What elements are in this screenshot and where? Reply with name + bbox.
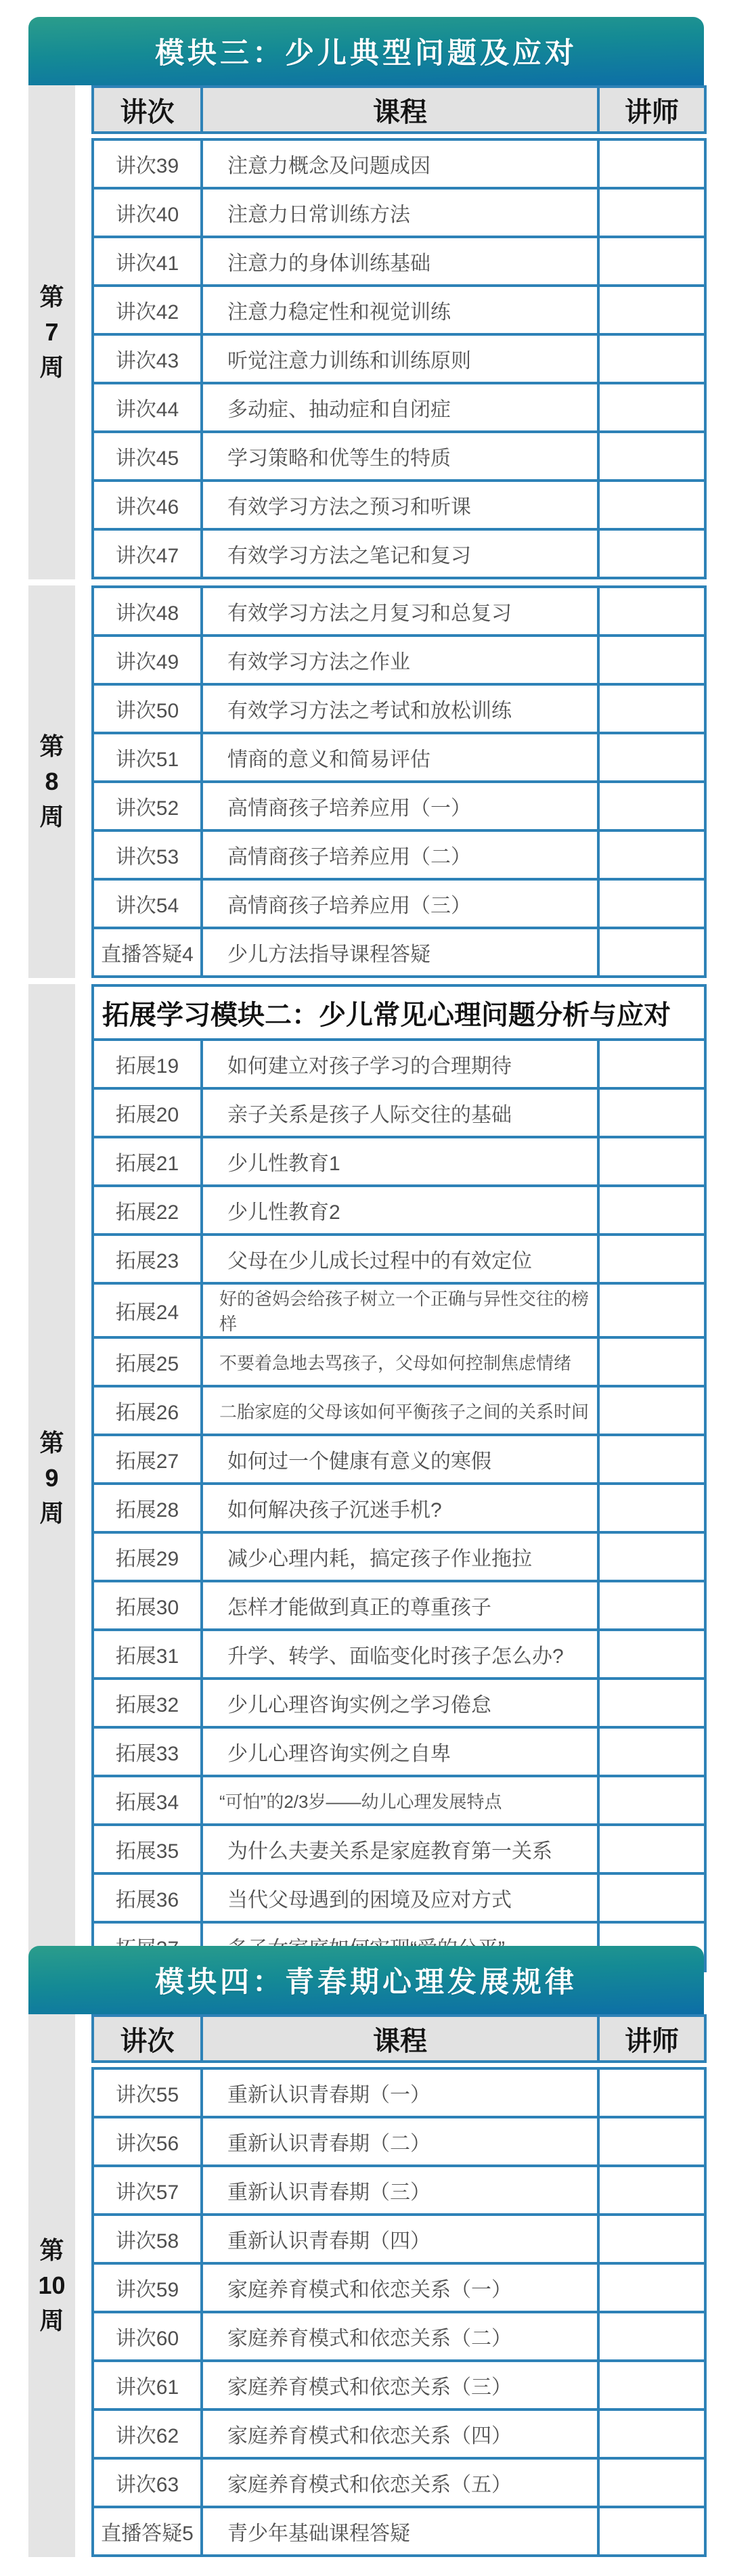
column-header-lecture: 讲次	[93, 2016, 202, 2062]
week-block	[28, 585, 704, 978]
table-row	[93, 1386, 705, 1435]
course-cell: 有效学习方法之考试和放松训练	[202, 684, 598, 733]
table-row	[93, 1581, 705, 1630]
course-cell: 有效学习方法之预习和听课	[202, 481, 598, 529]
lecture-cell: 拓展27	[93, 1435, 202, 1484]
block-content	[91, 984, 704, 1972]
table-row	[93, 2312, 705, 2361]
instructor-cell	[598, 1581, 705, 1630]
instructor-cell	[598, 1040, 705, 1088]
course-cell: 当代父母遇到的困境及应对方式	[202, 1873, 598, 1922]
week-label	[39, 729, 64, 835]
table-row	[93, 587, 705, 636]
course-cell: 重新认识青春期（三）	[202, 2166, 598, 2215]
table-row	[93, 1435, 705, 1484]
table-row	[93, 1088, 705, 1137]
week-label-line: 第	[39, 2236, 64, 2264]
instructor-cell	[598, 782, 705, 830]
module-title: 模块三：少儿典型问题及应对	[155, 37, 577, 70]
instructor-cell	[598, 2117, 705, 2166]
module-card	[28, 17, 704, 1972]
course-cell: 多动症、抽动症和自闭症	[202, 383, 598, 432]
lecture-cell: 拓展35	[93, 1825, 202, 1873]
table-row	[93, 383, 705, 432]
lecture-cell: 讲次56	[93, 2117, 202, 2166]
course-cell: 注意力的身体训练基础	[202, 237, 598, 286]
table-row	[93, 1283, 705, 1337]
table-row	[93, 529, 705, 578]
instructor-cell	[598, 1532, 705, 1581]
course-cell: 情商的意义和简易评估	[202, 733, 598, 782]
instructor-cell	[598, 432, 705, 481]
week-label	[39, 1425, 64, 1532]
course-cell: 二胎家庭的父母该如何平衡孩子之间的关系时间	[202, 1386, 598, 1435]
table-row	[93, 928, 705, 977]
rows-table	[91, 585, 707, 978]
week-label-line: 周	[39, 803, 64, 831]
column-header-instructor: 讲师	[598, 87, 705, 133]
lecture-cell: 直播答疑4	[93, 928, 202, 977]
table-header-row	[91, 85, 707, 134]
column-header-course: 课程	[202, 87, 598, 133]
week-label-line: 7	[45, 317, 59, 346]
course-cell: 为什么夫妻关系是家庭教育第一关系	[202, 1825, 598, 1873]
instructor-cell	[598, 2410, 705, 2458]
table-row	[93, 2117, 705, 2166]
course-cell: 家庭养育模式和依恋关系（一）	[202, 2263, 598, 2312]
lecture-cell: 拓展33	[93, 1727, 202, 1776]
table-row	[93, 733, 705, 782]
lecture-cell: 讲次61	[93, 2361, 202, 2410]
week-label	[39, 280, 64, 386]
instructor-cell	[598, 636, 705, 684]
course-cell: 少儿心理咨询实例之自卑	[202, 1727, 598, 1776]
course-cell: 重新认识青春期（四）	[202, 2215, 598, 2263]
instructor-cell	[598, 830, 705, 879]
instructor-cell	[598, 879, 705, 928]
block-content	[91, 85, 704, 579]
course-cell: 升学、转学、面临变化时孩子怎么办?	[202, 1630, 598, 1679]
table-row	[93, 188, 705, 237]
instructor-cell	[598, 2507, 705, 2556]
week-label-line: 第	[39, 732, 64, 760]
column-header-course: 课程	[202, 2016, 598, 2062]
table-row	[93, 1186, 705, 1235]
instructor-cell	[598, 2361, 705, 2410]
lecture-cell: 拓展22	[93, 1186, 202, 1235]
instructor-cell	[598, 1630, 705, 1679]
rows-table	[91, 2067, 707, 2557]
week-label	[38, 2233, 65, 2339]
week-label-line: 第	[39, 282, 64, 311]
lecture-cell: 拓展24	[93, 1283, 202, 1337]
instructor-cell	[598, 733, 705, 782]
table-row	[93, 2068, 705, 2117]
instructor-cell	[598, 286, 705, 334]
lecture-cell: 讲次46	[93, 481, 202, 529]
course-cell: 有效学习方法之笔记和复习	[202, 529, 598, 578]
section-header-row	[93, 985, 705, 1040]
course-cell: 青少年基础课程答疑	[202, 2507, 598, 2556]
course-cell: 高情商孩子培养应用（一）	[202, 782, 598, 830]
table-row	[93, 2458, 705, 2507]
course-cell: 听觉注意力训练和训练原则	[202, 334, 598, 383]
course-cell: 注意力概念及问题成因	[202, 139, 598, 188]
lecture-cell: 讲次47	[93, 529, 202, 578]
lecture-cell: 讲次58	[93, 2215, 202, 2263]
instructor-cell	[598, 2215, 705, 2263]
lecture-cell: 拓展21	[93, 1137, 202, 1186]
table-row	[93, 1873, 705, 1922]
table-row	[93, 2361, 705, 2410]
lecture-cell: 拓展25	[93, 1337, 202, 1386]
instructor-cell	[598, 139, 705, 188]
column-header-instructor: 讲师	[598, 2016, 705, 2062]
lecture-cell: 讲次50	[93, 684, 202, 733]
course-cell: 学习策略和优等生的特质	[202, 432, 598, 481]
course-cell: 减少心理内耗，搞定孩子作业拖拉	[202, 1532, 598, 1581]
instructor-cell	[598, 1679, 705, 1727]
course-cell: 家庭养育模式和依恋关系（五）	[202, 2458, 598, 2507]
table-row	[93, 334, 705, 383]
course-cell: 少儿方法指导课程答疑	[202, 928, 598, 977]
block-content	[91, 585, 704, 978]
table-row	[93, 286, 705, 334]
week-label-line: 9	[45, 1463, 59, 1492]
instructor-cell	[598, 2166, 705, 2215]
course-cell: 家庭养育模式和依恋关系（二）	[202, 2312, 598, 2361]
table-row	[93, 2166, 705, 2215]
lecture-cell: 讲次39	[93, 139, 202, 188]
lecture-cell: 拓展29	[93, 1532, 202, 1581]
lecture-cell: 讲次51	[93, 733, 202, 782]
course-cell: 亲子关系是孩子人际交往的基础	[202, 1088, 598, 1137]
lecture-cell: 拓展28	[93, 1484, 202, 1532]
course-cell: 家庭养育模式和依恋关系（四）	[202, 2410, 598, 2458]
instructor-cell	[598, 1825, 705, 1873]
instructor-cell	[598, 2312, 705, 2361]
rows-table	[91, 138, 707, 579]
lecture-cell: 讲次44	[93, 383, 202, 432]
instructor-cell	[598, 1235, 705, 1283]
week-block	[28, 2014, 704, 2557]
lecture-cell: 讲次42	[93, 286, 202, 334]
instructor-cell	[598, 1337, 705, 1386]
module-header	[28, 17, 704, 85]
course-cell: 注意力日常训练方法	[202, 188, 598, 237]
table-row	[93, 1137, 705, 1186]
course-cell: 少儿性教育2	[202, 1186, 598, 1235]
course-cell: 有效学习方法之作业	[202, 636, 598, 684]
lecture-cell: 讲次53	[93, 830, 202, 879]
lecture-cell: 讲次48	[93, 587, 202, 636]
lecture-cell: 讲次57	[93, 2166, 202, 2215]
lecture-cell: 讲次60	[93, 2312, 202, 2361]
course-cell: 高情商孩子培养应用（三）	[202, 879, 598, 928]
table-row	[93, 879, 705, 928]
instructor-cell	[598, 1484, 705, 1532]
week-block	[28, 85, 704, 579]
table-row	[93, 1040, 705, 1088]
instructor-cell	[598, 481, 705, 529]
block-content	[91, 2014, 704, 2557]
table-row	[93, 1630, 705, 1679]
lecture-cell: 拓展20	[93, 1088, 202, 1137]
lecture-cell: 讲次62	[93, 2410, 202, 2458]
lecture-cell: 直播答疑5	[93, 2507, 202, 2556]
table-row	[93, 2215, 705, 2263]
module-title: 模块四：青春期心理发展规律	[155, 1966, 577, 1999]
table-row	[93, 830, 705, 879]
lecture-cell: 讲次43	[93, 334, 202, 383]
table-row	[93, 1235, 705, 1283]
instructor-cell	[598, 2263, 705, 2312]
instructor-cell	[598, 1776, 705, 1825]
week-label-line: 周	[39, 353, 64, 382]
course-cell: 重新认识青春期（二）	[202, 2117, 598, 2166]
week-label-line: 第	[39, 1428, 64, 1457]
instructor-cell	[598, 928, 705, 977]
instructor-cell	[598, 587, 705, 636]
week-gutter	[28, 2014, 75, 2557]
table-row	[93, 1825, 705, 1873]
instructor-cell	[598, 1435, 705, 1484]
lecture-cell: 拓展32	[93, 1679, 202, 1727]
instructor-cell	[598, 2458, 705, 2507]
table-row	[93, 684, 705, 733]
week-block	[28, 984, 704, 1972]
week-gutter	[28, 85, 75, 579]
lecture-cell: 讲次55	[93, 2068, 202, 2117]
table-row	[93, 2410, 705, 2458]
instructor-cell	[598, 334, 705, 383]
table-row	[93, 481, 705, 529]
section-header: 拓展学习模块二：少儿常见心理问题分析与应对	[93, 985, 705, 1040]
instructor-cell	[598, 1283, 705, 1337]
week-label-line: 周	[39, 1499, 64, 1528]
table-row	[93, 2507, 705, 2556]
lecture-cell: 讲次59	[93, 2263, 202, 2312]
table-row	[93, 237, 705, 286]
table-row	[93, 1776, 705, 1825]
table-header-row	[93, 87, 705, 133]
week-label-line: 周	[39, 2307, 64, 2335]
instructor-cell	[598, 1386, 705, 1435]
lecture-cell: 拓展19	[93, 1040, 202, 1088]
course-cell: 如何过一个健康有意义的寒假	[202, 1435, 598, 1484]
week-label-line: 10	[38, 2271, 66, 2299]
instructor-cell	[598, 383, 705, 432]
course-cell: 有效学习方法之月复习和总复习	[202, 587, 598, 636]
table-row	[93, 1532, 705, 1581]
table-row	[93, 139, 705, 188]
instructor-cell	[598, 2068, 705, 2117]
lecture-cell: 讲次52	[93, 782, 202, 830]
lecture-cell: 拓展23	[93, 1235, 202, 1283]
week-gutter	[28, 984, 75, 1972]
course-cell: 家庭养育模式和依恋关系（三）	[202, 2361, 598, 2410]
table-row	[93, 2263, 705, 2312]
instructor-cell	[598, 1186, 705, 1235]
lecture-cell: 讲次54	[93, 879, 202, 928]
module-card	[28, 1946, 704, 2557]
instructor-cell	[598, 1727, 705, 1776]
instructor-cell	[598, 1137, 705, 1186]
course-cell: 少儿性教育1	[202, 1137, 598, 1186]
lecture-cell: 讲次41	[93, 237, 202, 286]
rows-table	[91, 984, 707, 1972]
table-row	[93, 432, 705, 481]
course-cell: 父母在少儿成长过程中的有效定位	[202, 1235, 598, 1283]
table-header-row	[93, 2016, 705, 2062]
course-cell: “可怕”的2/3岁——幼儿心理发展特点	[202, 1776, 598, 1825]
course-cell: 如何解决孩子沉迷手机?	[202, 1484, 598, 1532]
course-cell: 怎样才能做到真正的尊重孩子	[202, 1581, 598, 1630]
table-header-row	[91, 2014, 707, 2063]
instructor-cell	[598, 188, 705, 237]
course-cell: 少儿心理咨询实例之学习倦怠	[202, 1679, 598, 1727]
instructor-cell	[598, 237, 705, 286]
table-row	[93, 1679, 705, 1727]
course-cell: 好的爸妈会给孩子树立一个正确与异性交往的榜样	[202, 1283, 598, 1337]
course-cell: 重新认识青春期（一）	[202, 2068, 598, 2117]
instructor-cell	[598, 1873, 705, 1922]
lecture-cell: 讲次45	[93, 432, 202, 481]
module-header	[28, 1946, 704, 2014]
table-row	[93, 636, 705, 684]
lecture-cell: 讲次49	[93, 636, 202, 684]
instructor-cell	[598, 1088, 705, 1137]
lecture-cell: 拓展31	[93, 1630, 202, 1679]
lecture-cell: 拓展26	[93, 1386, 202, 1435]
instructor-cell	[598, 684, 705, 733]
course-cell: 如何建立对孩子学习的合理期待	[202, 1040, 598, 1088]
week-label-line: 8	[45, 767, 59, 795]
table-row	[93, 1337, 705, 1386]
instructor-cell	[598, 529, 705, 578]
lecture-cell: 讲次40	[93, 188, 202, 237]
column-header-lecture: 讲次	[93, 87, 202, 133]
table-row	[93, 1484, 705, 1532]
course-cell: 高情商孩子培养应用（二）	[202, 830, 598, 879]
lecture-cell: 拓展34	[93, 1776, 202, 1825]
week-gutter	[28, 585, 75, 978]
course-cell: 注意力稳定性和视觉训练	[202, 286, 598, 334]
table-row	[93, 1727, 705, 1776]
lecture-cell: 讲次63	[93, 2458, 202, 2507]
table-row	[93, 782, 705, 830]
lecture-cell: 拓展36	[93, 1873, 202, 1922]
course-cell: 不要着急地去骂孩子，父母如何控制焦虑情绪	[202, 1337, 598, 1386]
lecture-cell: 拓展30	[93, 1581, 202, 1630]
